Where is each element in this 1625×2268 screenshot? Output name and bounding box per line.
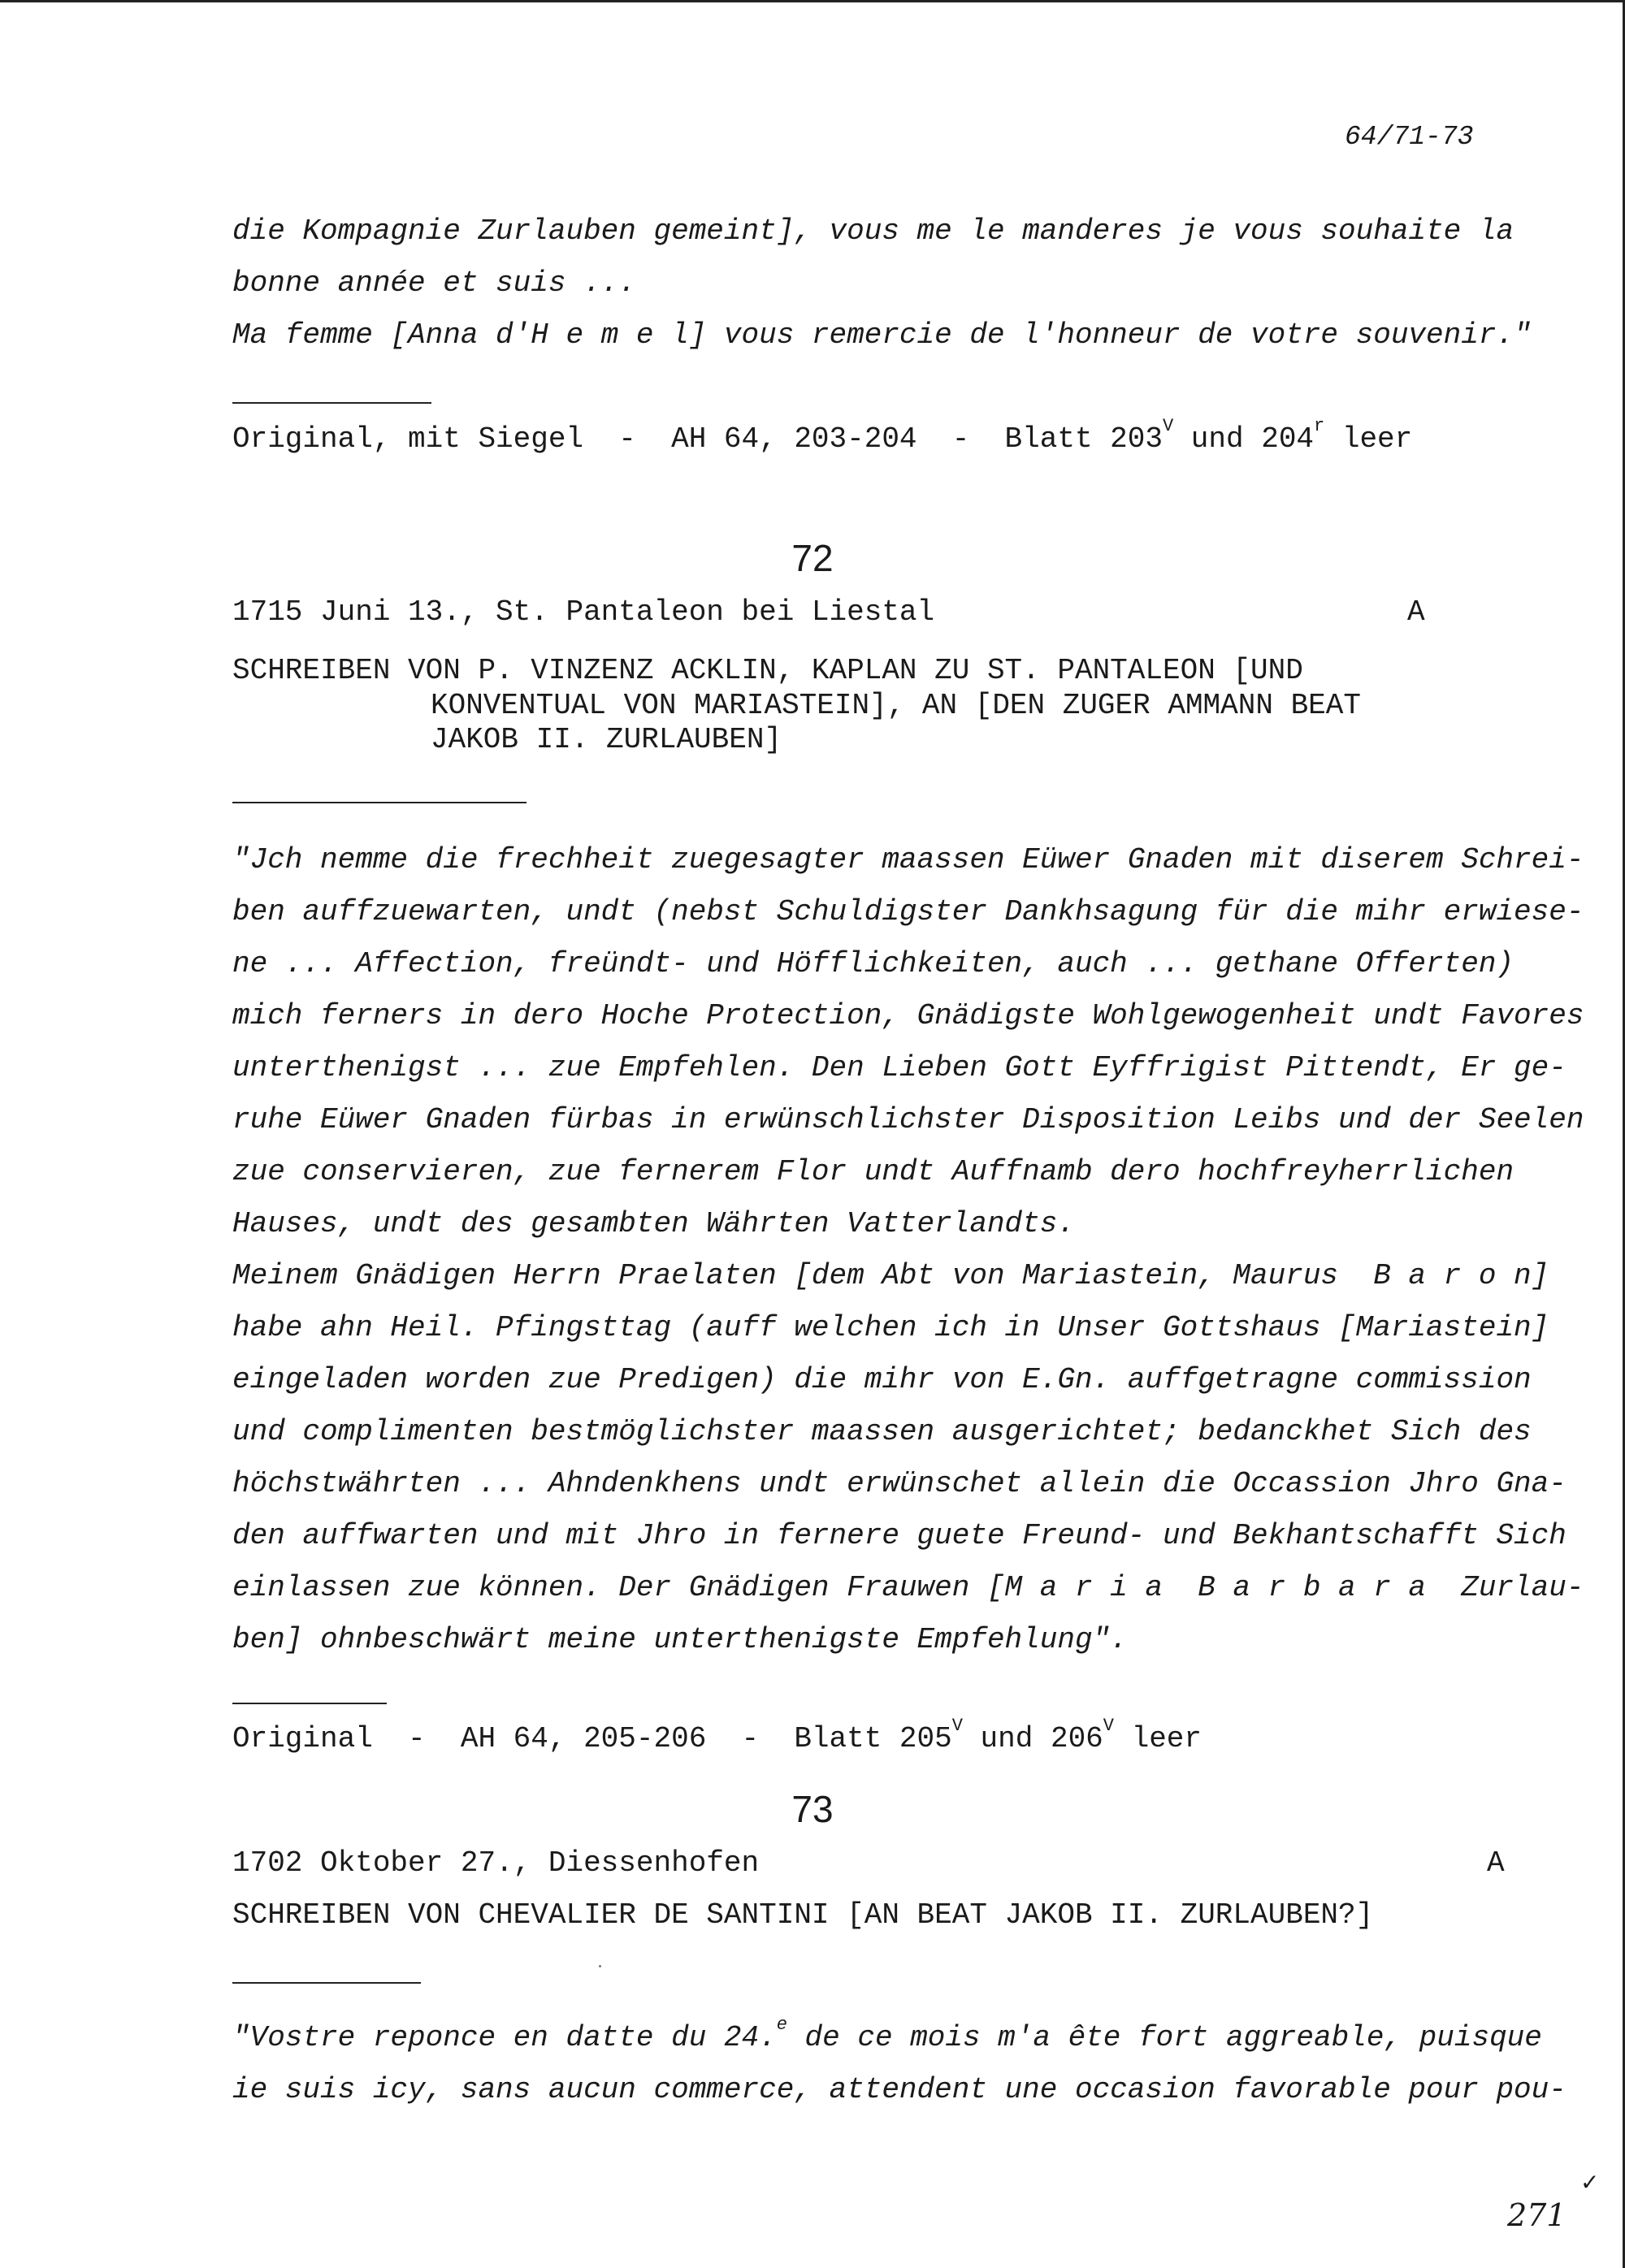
doc72-source-note: Original - AH 64, 205-206 - Blatt $205^V$ und $206^V$ leer xyxy=(232,1716,1202,1755)
doc73-number: 73 xyxy=(791,1788,834,1830)
doc73-type: A xyxy=(1487,1846,1505,1880)
doc72-title-line-3: JAKOB II. ZURLAUBEN] xyxy=(431,723,782,756)
separator-rule xyxy=(232,1982,421,1984)
folio-number: 271 xyxy=(1507,2197,1566,2233)
doc73-title-line-1: SCHREIBEN VON CHEVALIER DE SANTINI [AN BEAT JAKOB II. ZURLAUBEN?] xyxy=(232,1898,1374,1932)
checkmark-icon: ✓ xyxy=(1580,2169,1600,2196)
doc72-title-line-2: KONVENTUAL VON MARIASTEIN], AN [DEN ZUGER AMMANN BEAT xyxy=(431,689,1361,722)
doc72-title-line-1: SCHREIBEN VON P. VINZENZ ACKLIN, KAPLAN ZU ST. PANTALEON [UND xyxy=(232,654,1303,687)
separator-rule xyxy=(232,402,431,404)
doc72-text-line: höchstwährten ... Ahndenkhens undt erwünschet allein die Occassion Jhro Gna- xyxy=(232,1467,1566,1500)
separator-rule xyxy=(232,802,526,803)
doc72-text-line: habe ahn Heil. Pfingsttag (auff welchen ich in Unser Gottshaus [Mariastein] xyxy=(232,1311,1549,1344)
doc73-text-line: ie suis icy, sans aucun commerce, attendent une occasion favorable pour pou- xyxy=(232,2073,1566,2106)
doc72-date-place: 1715 Juni 13., St. Pantaleon bei Liestal xyxy=(232,595,935,629)
intro-line-3: Ma femme [Anna d'H e m e l] vous remercie de l'honneur de votre souvenir." xyxy=(232,318,1532,352)
doc72-text-line: ben auffzuewarten, undt (nebst Schuldigster Dankhsagung für die mihr erwiese- xyxy=(232,895,1584,928)
speck xyxy=(599,1965,601,1967)
doc72-text-line: "Jch nemme die frechheit zuegesagter maassen Eüwer Gnaden mit diserem Schrei- xyxy=(232,843,1584,876)
doc72-type: A xyxy=(1407,595,1425,629)
doc72-text-line: Meinem Gnädigen Herrn Praelaten [dem Abt von Mariastein, Maurus B a r o n] xyxy=(232,1259,1549,1292)
separator-rule xyxy=(232,1703,387,1704)
doc72-text-line: und complimenten bestmöglichster maassen ausgerichtet; bedanckhet Sich des xyxy=(232,1415,1532,1448)
doc72-text-line: zue conservieren, zue fernerem Flor undt Auffnamb dero hochfreyherrlichen xyxy=(232,1155,1514,1188)
page-reference: 64/71-73 xyxy=(1345,122,1474,152)
doc72-text-line: ne ... Affection, freündt- und Höfflichkeiten, auch ... gethane Offerten) xyxy=(232,947,1514,980)
intro-line-2: bonne année et suis ... xyxy=(232,266,636,300)
doc72-text-line: ben] ohnbeschwärt meine unterthenigste Empfehlung". xyxy=(232,1623,1128,1656)
top-border xyxy=(0,0,1625,2)
doc72-text-line: den auffwarten und mit Jhro in fernere guete Freund- und Bekhantschafft Sich xyxy=(232,1519,1566,1552)
doc72-number: 72 xyxy=(791,537,834,579)
doc72-text-line: mich ferners in dero Hoche Protection, Gnädigste Wohlgewogenheit undt Favores xyxy=(232,999,1584,1032)
doc73-text-line: "Vostre reponce en datte du 24.$^e$ de ce mois m'a ête fort aggreable, puisque xyxy=(232,2015,1542,2054)
doc72-text-line: einlassen zue können. Der Gnädigen Frauwen [M a r i a B a r b a r a Zurlau- xyxy=(232,1571,1584,1604)
doc73-date-place: 1702 Oktober 27., Diessenhofen xyxy=(232,1846,760,1880)
intro-line-1: die Kompagnie Zurlauben gemeint], vous me le manderes je vous souhaite la xyxy=(232,214,1514,248)
doc71-source-note: Original, mit Siegel - AH 64, 203-204 - Blatt $203^V$ und 204$^r$ leer xyxy=(232,416,1413,456)
doc72-text-line: ruhe Eüwer Gnaden fürbas in erwünschlichster Disposition Leibs und der Seelen xyxy=(232,1103,1584,1136)
doc72-text-line: eingeladen worden zue Predigen) die mihr von E.Gn. auffgetragne commission xyxy=(232,1363,1532,1396)
doc72-text-line: unterthenigst ... zue Empfehlen. Den Lieben Gott Eyffrigist Pittendt, Er ge- xyxy=(232,1051,1566,1084)
doc72-text-line: Hauses, undt des gesambten Währten Vatterlandts. xyxy=(232,1207,1075,1240)
